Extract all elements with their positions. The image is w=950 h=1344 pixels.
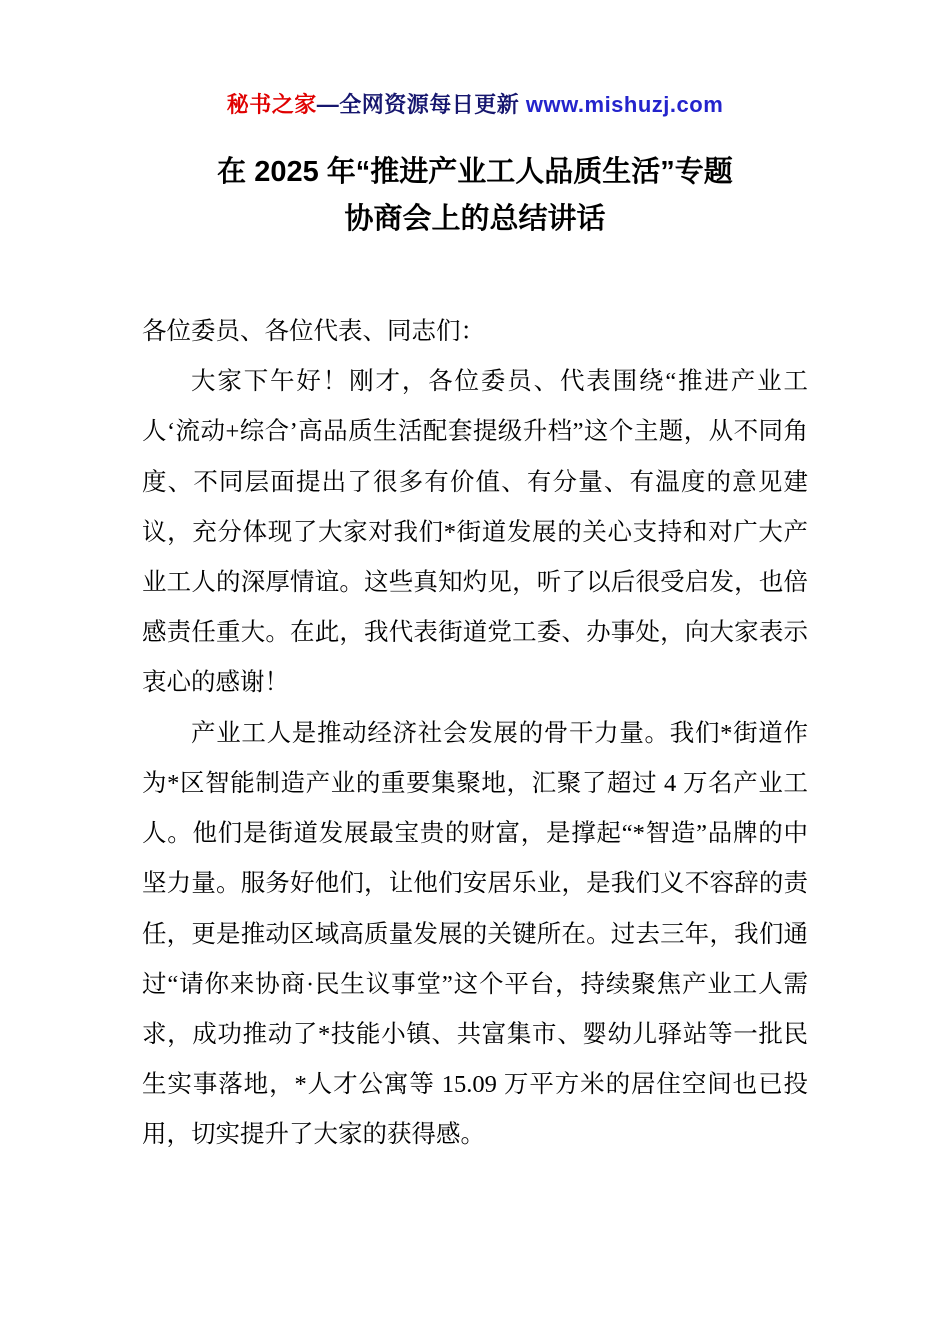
site-tagline: —全网资源每日更新 [316,92,526,117]
paragraph-2: 产业工人是推动经济社会发展的骨干力量。我们*街道作为*区智能制造产业的重要集聚地，汇聚了超过 4 万名产业工人。他们是街道发展最宝贵的财富，是撑起“*智造”品牌的中坚力量。服务好他们，让他们安居乐业，是我们义不容辞的责任，更是推动区域高质量发展的关键所在。过去三年，我们通过“请你来协商·民生议事堂”这个平台，持续聚焦产业工人需求，成功推动了*技能小镇、共富集市、婴幼儿驿站等一批民生实事落地，*人才公寓等 15.09 万平方米的居住空间也已投用，切实提升了大家的获得感。 [142,719,808,1149]
document-title-line2: 协商会上的总结讲话 [344,202,606,235]
site-url-link[interactable]: www.mishuzj.com [525,92,724,117]
document-body [142,307,808,1161]
paragraph-1: 大家下午好！刚才，各位委员、代表围绕“推进产业工人‘流动+综合’高品质生活配套提级升档”这个主题，从不同角度、不同层面提出了很多有价值、有分量、有温度的意见建议，充分体现了大家对我们*街道发展的关心支持和对广大产业工人的深厚情谊。这些真知灼见，听了以后很受启发，也倍感责任重大。在此，我代表街道党工委、办事处，向大家表示衷心的感谢！ [142,368,808,697]
document-title [142,149,808,243]
site-header [142,88,808,119]
document-title-line1: 在 2025 年“推进产业工人品质生活”专题 [217,156,733,188]
salutation: 各位委员、各位代表、同志们： [142,317,485,345]
site-brand: 秘书之家 [226,92,317,117]
